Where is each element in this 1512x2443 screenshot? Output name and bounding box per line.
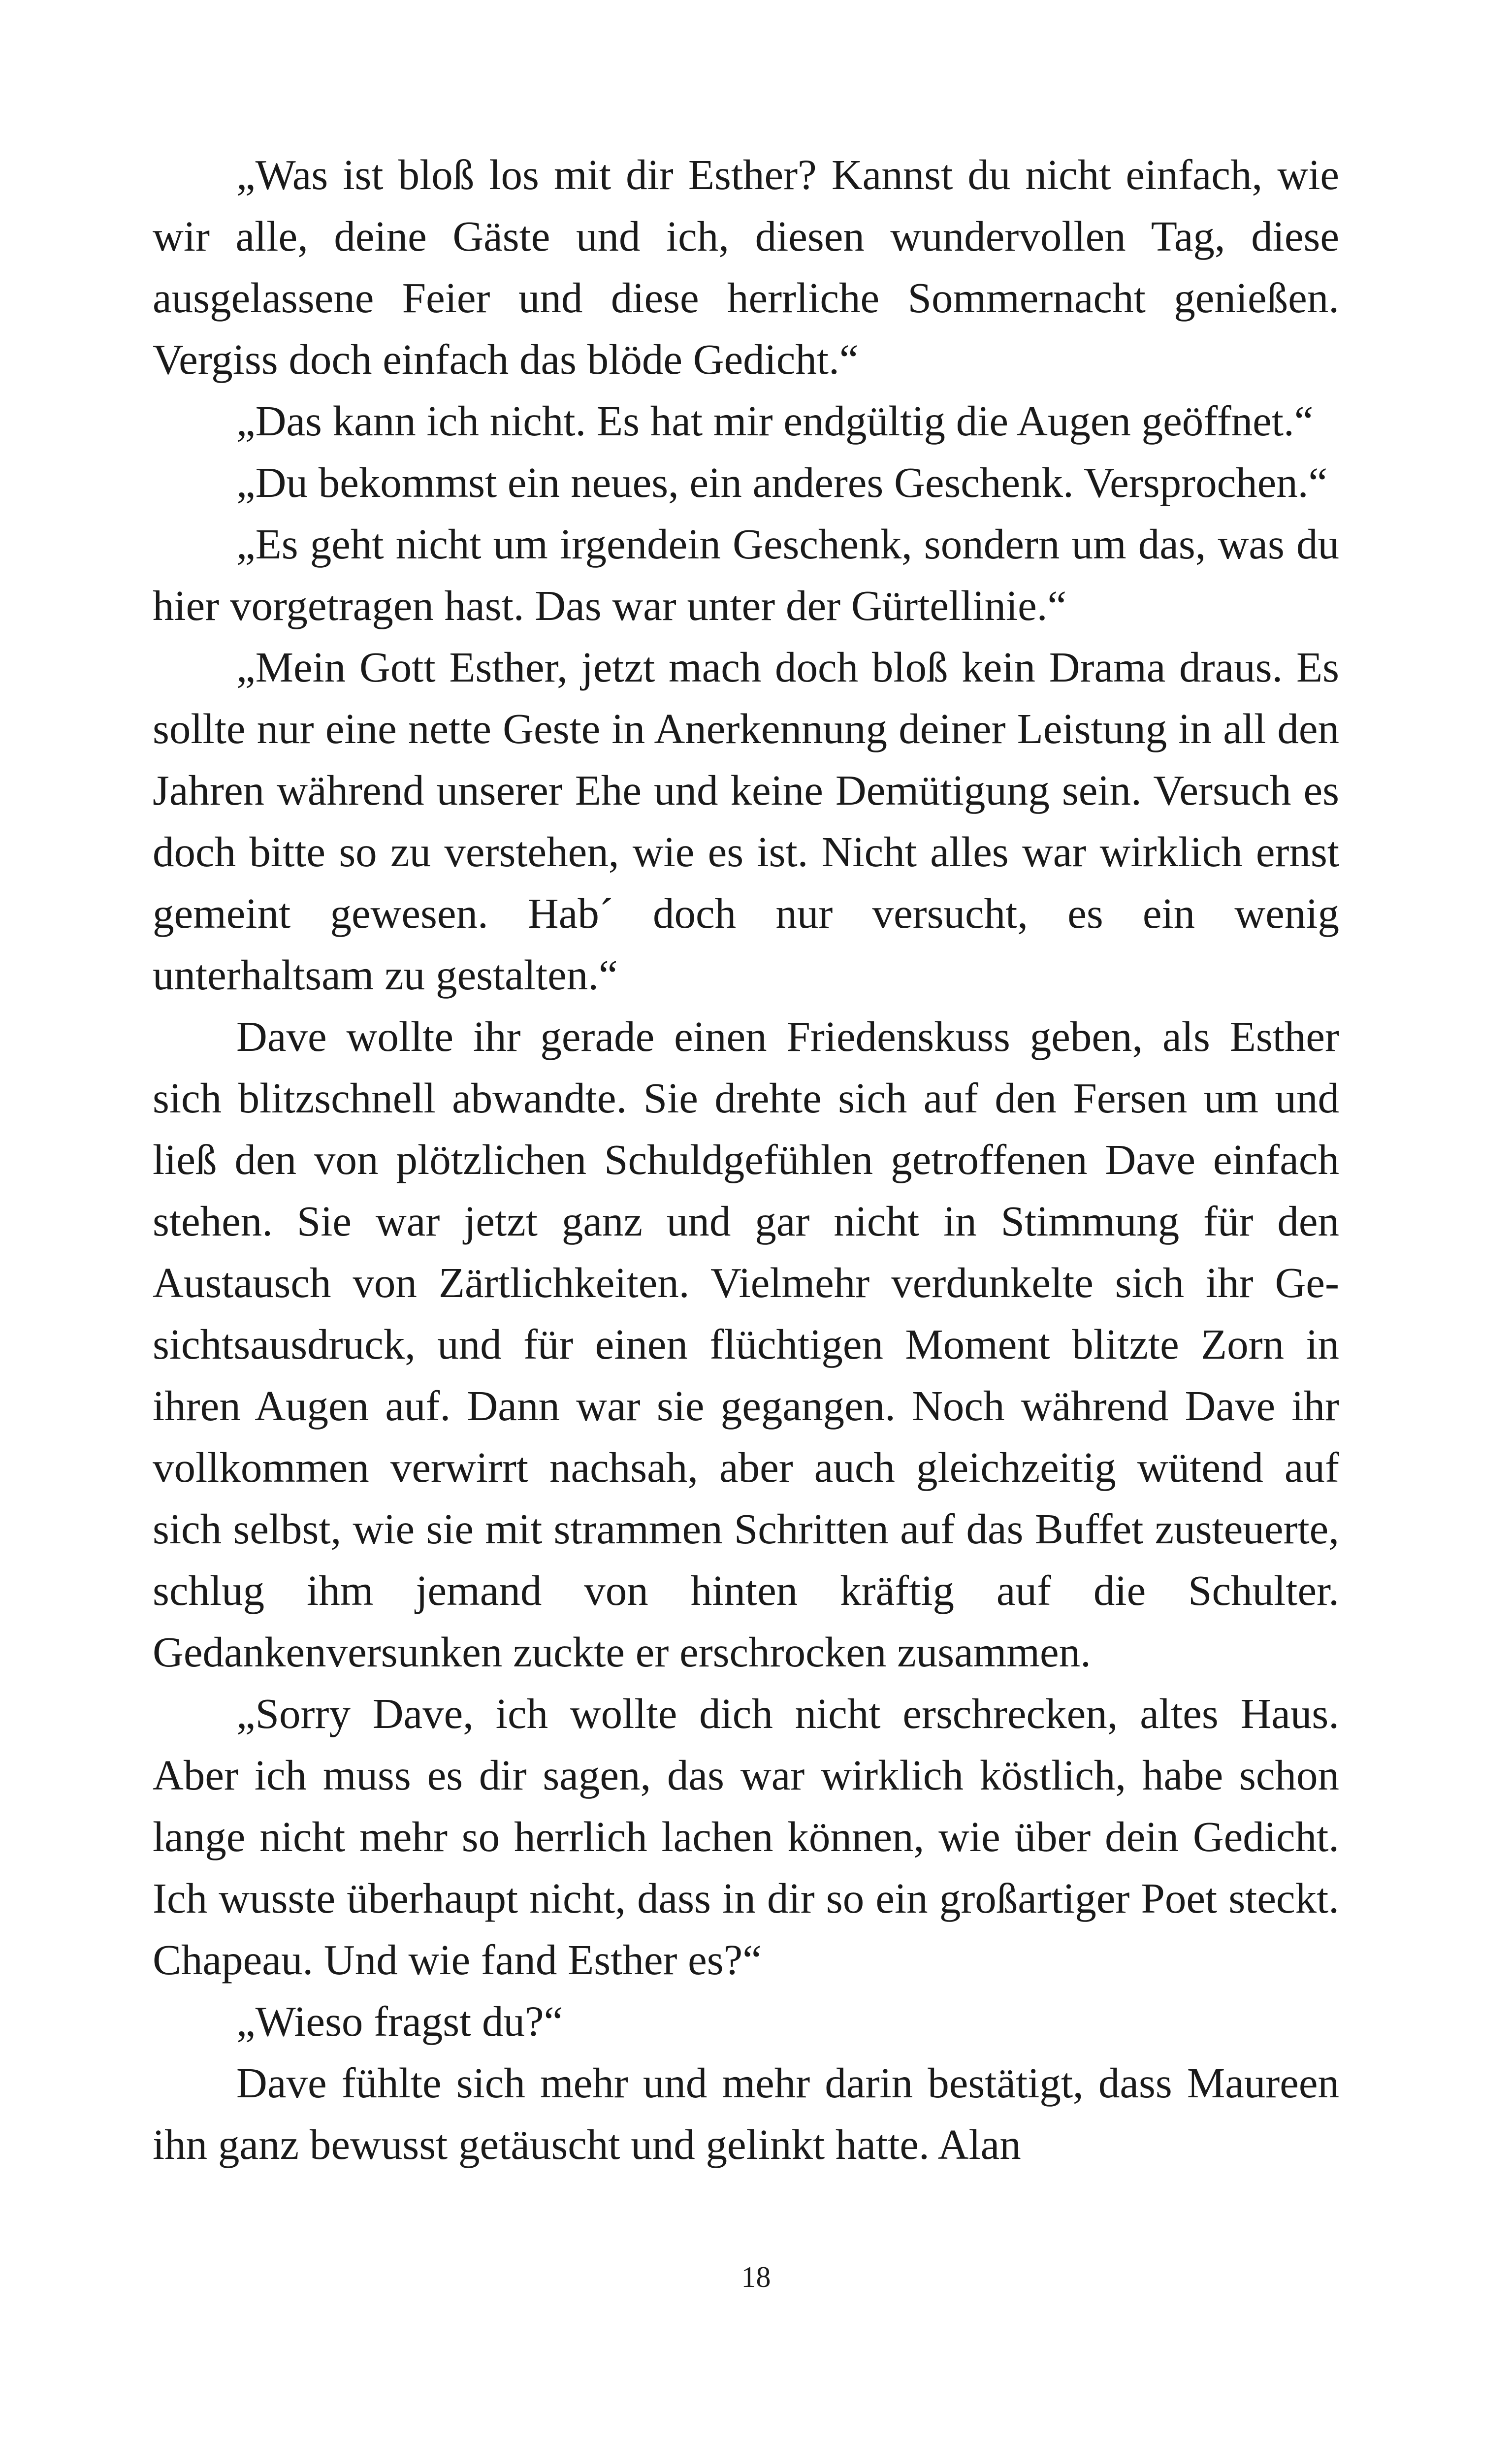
paragraph: „Wieso fragst du?“ bbox=[236, 1997, 563, 2045]
paragraph: „Sorry Dave, ich wollte dich nicht erschrecken, altes Haus. Aber ich muss es dir sagen, das war wirklich köstlich, habe schon lange nicht mehr so herrlich lachen können, wie über dein Gedicht. Ich wusste überhaupt nicht, dass in dir so ein großartiger Poet steckt. Chapeau. Und wie fand Esther es?“ bbox=[153, 1690, 1339, 1984]
paragraph: Dave wollte ihr gerade einen Friedenskuss geben, als Esther sich blitzschnell abwandte. Sie drehte sich auf den Fersen um und ließ den von plötzlichen Schuldgefühlen getroffenen Dave einfach stehen. Sie war jetzt ganz und gar nicht in Stimmung für den Austausch von Zärtlichkeiten. Vielmehr verdunkelte sich ihr Gesichtsausdruck, und für einen flüchtigen Moment blitzte Zorn in ihren Augen auf. Dann war sie gegangen. Noch während Dave ihr vollkommen verwirrt nachsah, aber auch gleichzeitig wütend auf sich selbst, wie sie mit strammen Schritten auf das Buffet zusteuerte, schlug ihm jemand von hinten kräftig auf die Schulter. Gedankenversunken zuckte er erschrocken zusammen. bbox=[153, 1012, 1339, 1676]
paragraph: „Das kann ich nicht. Es hat mir endgültig die Augen geöffnet.“ bbox=[236, 397, 1314, 445]
paragraph: „Was ist bloß los mit dir Esther? Kannst du nicht einfach, wie wir alle, deine Gäste und ich, diesen wundervollen Tag, diese ausgelassene Feier und diese herrliche Sommernacht genießen. Vergiss doch einfach das blöde Gedicht.“ bbox=[153, 151, 1339, 383]
paragraph: „Es geht nicht um irgendein Geschenk, sondern um das, was du hier vorgetragen hast. Das war unter der Gürtellinie.“ bbox=[153, 520, 1339, 629]
body-text bbox=[153, 144, 1339, 2175]
page-number: 18 bbox=[741, 2261, 771, 2293]
paragraph: „Mein Gott Esther, jetzt mach doch bloß kein Drama draus. Es sollte nur eine nette Geste in Anerkennung deiner Leistung in all den Jahren während unserer Ehe und keine Demütigung sein. Versuch es doch bitte so zu verstehen, wie es ist. Nicht alles war wirklich ernst gemeint gewesen. Hab´ doch nur versucht, es ein wenig unterhaltsam zu gestalten.“ bbox=[153, 643, 1339, 999]
paragraph: Dave fühlte sich mehr und mehr darin bestätigt, dass Maureen ihn ganz bewusst getäuscht und gelinkt hatte. Alan bbox=[153, 2059, 1339, 2168]
paragraph: „Du bekommst ein neues, ein anderes Geschenk. Versprochen.“ bbox=[236, 458, 1328, 506]
